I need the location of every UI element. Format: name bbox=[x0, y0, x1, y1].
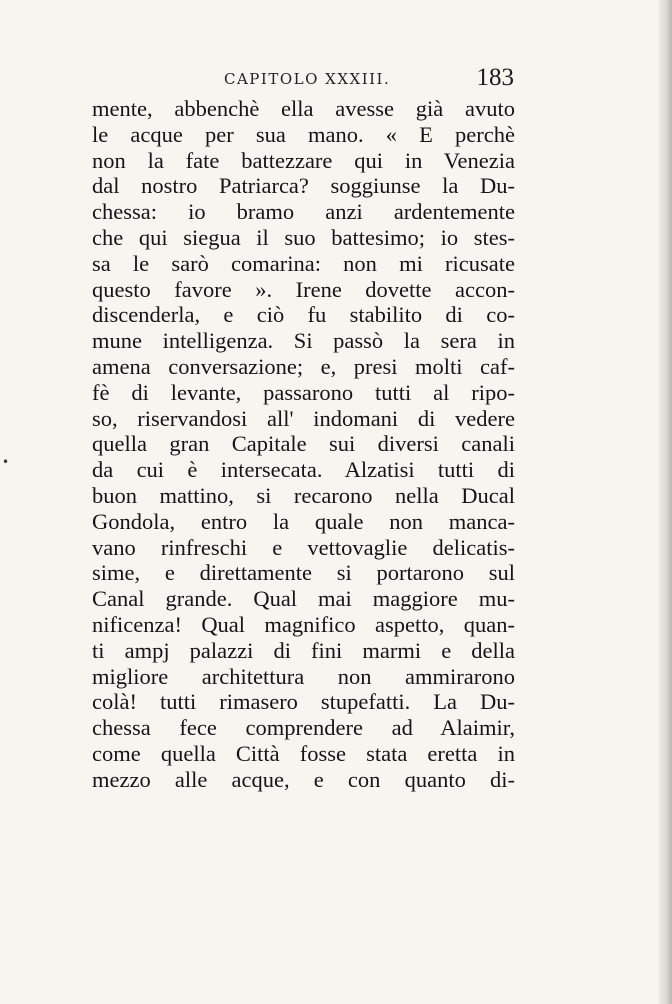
text-line: mente, abbenchè ella avesse già avuto bbox=[92, 96, 515, 121]
text-line: sime, e direttamente si portarono sul bbox=[92, 560, 515, 586]
text-line: mezzo alle acque, e con quanto di- bbox=[92, 766, 515, 792]
text-line: amena conversazione; e, presi molti caf- bbox=[92, 353, 515, 379]
text-line: quella gran Capitale sui diversi canali bbox=[92, 431, 515, 457]
text-line: da cui è intersecata. Alzatisi tutti di bbox=[92, 457, 515, 483]
text-line: ti ampj palazzi di fini marmi e della bbox=[92, 637, 515, 663]
text-line: discenderla, e ciò fu stabilito di co- bbox=[92, 302, 515, 328]
text-line: so, riservandosi all' indomani di vedere bbox=[92, 405, 515, 431]
text-line: come quella Città fosse stata eretta in bbox=[92, 740, 515, 766]
page-number: 183 bbox=[476, 64, 514, 91]
text-line: dal nostro Patriarca? soggiunse la Du- bbox=[92, 173, 515, 199]
text-line: fè di levante, passarono tutti al ripo- bbox=[92, 379, 515, 405]
text-line: Canal grande. Qual mai maggiore mu- bbox=[92, 586, 515, 612]
text-line: buon mattino, si recarono nella Ducal bbox=[92, 482, 515, 508]
text-line: migliore architettura non ammirarono bbox=[92, 663, 515, 689]
text-line: questo favore ». Irene dovette accon- bbox=[92, 276, 515, 302]
text-line: le acque per sua mano. « E perchè bbox=[92, 121, 515, 147]
margin-mark: • bbox=[2, 455, 10, 469]
text-line: Gondola, entro la quale non manca- bbox=[92, 508, 515, 534]
running-head: CAPITOLO XXXIII. bbox=[224, 70, 391, 88]
text-line: mune intelligenza. Si passò la sera in bbox=[92, 328, 515, 354]
text-line: chessa: io bramo anzi ardentemente bbox=[92, 199, 515, 225]
text-line: colà! tutti rimasero stupefatti. La Du- bbox=[92, 689, 515, 715]
text-line: che qui siegua il suo battesimo; io stes- bbox=[92, 224, 515, 250]
text-line: sa le sarò comarina: non mi ricusate bbox=[92, 250, 515, 276]
page-edge-shadow bbox=[658, 0, 672, 1004]
text-line: chessa fece comprendere ad Alaimir, bbox=[92, 715, 515, 741]
body-text bbox=[92, 96, 515, 793]
page-header bbox=[94, 64, 514, 92]
text-line: non la fate battezzare qui in Venezia bbox=[92, 147, 515, 173]
text-line: vano rinfreschi e vettovaglie delicatis- bbox=[92, 534, 515, 560]
text-line: nificenza! Qual magnifico aspetto, quan- bbox=[92, 611, 515, 637]
